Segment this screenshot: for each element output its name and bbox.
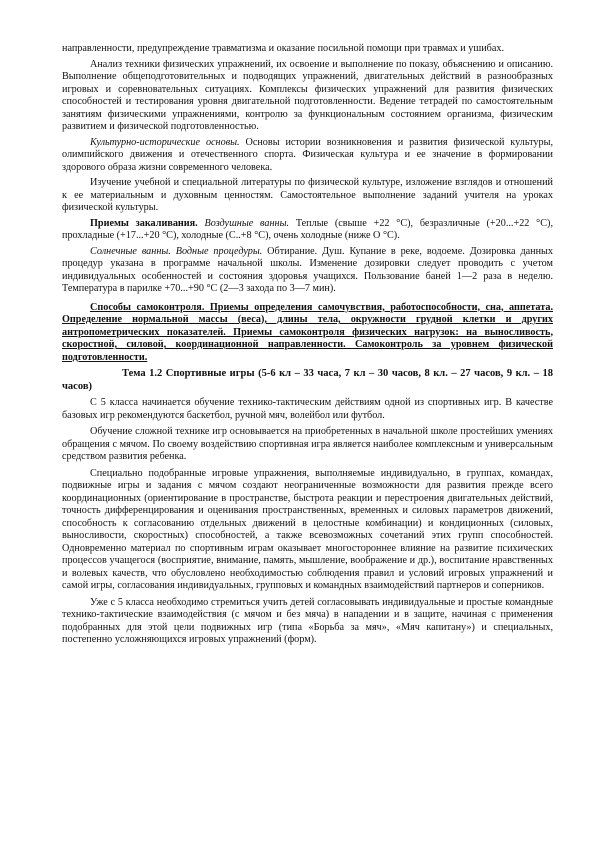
paragraph-self-control: Способы самоконтроля. Приемы определения самочувствия, работоспособности, сна, аппетата. Определение нормальной массы (веса), длины тела, окружности грудной клетки и других антропометрических показателей. Приемы самоконтроля физических нагрузок: на выносливость, скоростной, силовой, координационной направленности. Самоконтроль за уровнем физической подготовленности.: [62, 301, 553, 363]
paragraph-sun-water: [62, 246, 553, 296]
section-heading: Тема 1.2 Спортивные игры (5-6 кл – 33 часа, 7 кл – 30 часов, 8 кл. – 27 часов, 9 кл. – 18 часов): [62, 368, 553, 392]
paragraph-team-interaction: Уже с 5 класса необходимо стремиться учить детей согласовывать индивидуальные и простые командные технико-тактические взаимодействия (с мячом и без мяча) в нападении и в защите, начиная с применения подобранных для этой цели подвижных игр (типа «Борьба за мяч», «Мяч капитану») и специальных, постепенно усложняющихся игровых упражнений (форм).: [62, 596, 553, 645]
cultural-history-text: Основы истории возникновения и развития физической культуры, олимпийского движения и отечественного спорта. Физическая культура и ее значение в формировании здорового образа жизни современного человека.: [62, 136, 553, 173]
paragraph-literature-study: Изучение учебной и специальной литературы по физической культуре, изложение взглядов и отношений к ее материальным и духовным ценностям. Самостоятельное выполнение заданий учителя на уроках физической культуры.: [62, 177, 553, 213]
paragraph-complex-technique: Обучение сложной технике игр основывается на приобретенных в начальной школе простейших умениях обращения с мячом. По своему воздействию спортивная игра является наиболее комплексным и универсальным средством развития ребенка.: [62, 426, 553, 462]
cultural-history-lead: Культурно-исторические основы.: [90, 136, 240, 148]
sun-water-lead: Солнечные ванны. Водные процедуры.: [90, 245, 263, 257]
paragraph-hardening: [62, 218, 553, 243]
paragraph-cultural-history: [62, 137, 553, 175]
paragraph-safety: направленности, предупреждение травматизма и оказание посильной помощи при травмах и ушибах.: [62, 43, 505, 54]
paragraph-sports-games-intro: С 5 класса начинается обучение технико-тактическим действиям одной из спортивных игр. В качестве базовых игр рекомендуются баскетбол, ручной мяч, волейбол или футбол.: [62, 397, 553, 421]
paragraph-game-exercises: Специально подобранные игровые упражнения, выполняемые индивидуально, в группах, командах, подвижные игры и задания с мячом создают неограниченные возможности для развития прежде всего координационных (ориентирование в пространстве, быстрота реакции и перестроения двигательных действий, точность дифференцирования и оценивания пространственных, временных и силовых параметров движений, способность к согласованию отдельных движений в целостные комбинации) и кондиционных (силовых, выносливости, скоростных) способностей, а также всевозможных сочетаний этих групп способностей. Одновременно материал по спортивным играм оказывает многостороннее влияние на развитие психических процессов учащегося (восприятие, внимание, память, мышление, воображение и др.), воспитание нравственных и волевых качеств, что обусловлено необходимостью соблюдения правил и условий игровых упражнений и самой игры, согласования индивидуальных, групповых и командных взаимодействий партнеров и соперников.: [62, 467, 553, 591]
air-baths-lead: Воздушные ванны.: [197, 217, 290, 229]
paragraph-technique-analysis: Анализ техники физических упражнений, их освоение и выполнение по показу, объяснению и описанию. Выполнение общеподготовительных и подводящих упражнений, двигательных действий в разнообразных игровых и соревновательных ситуациях. Комплексы физических упражнений для развития физических способностей и тестирования уровня двигательной подготовленности. Ведение тетрадей по самостоятельным занятиям физическими упражнениями, контролю за функциональным состоянием организма, физическим развитием и физической подготовленностью.: [62, 58, 553, 132]
hardening-lead: Приемы закаливания.: [90, 217, 198, 229]
hardening-text: Теплые (свыше +22 °С), безразличные (+20...+22 °С), прохладные (+17...+20 °С), холодные (С..+8 °С), очень холодные (ниже О °С).: [62, 217, 553, 241]
sun-water-text: Обтирание. Душ. Купание в реке, водоеме. Дозировка данных процедур указана в программе начальной школы. Изменение дозировки следует проводить с учетом индивидуальных особенностей и состояния здоровья учащихся. Пользование баней 1—2 раза в неделю. Температура в парилке +70...+90 °С (2—3 захода по 3—7 мин).: [62, 245, 554, 294]
